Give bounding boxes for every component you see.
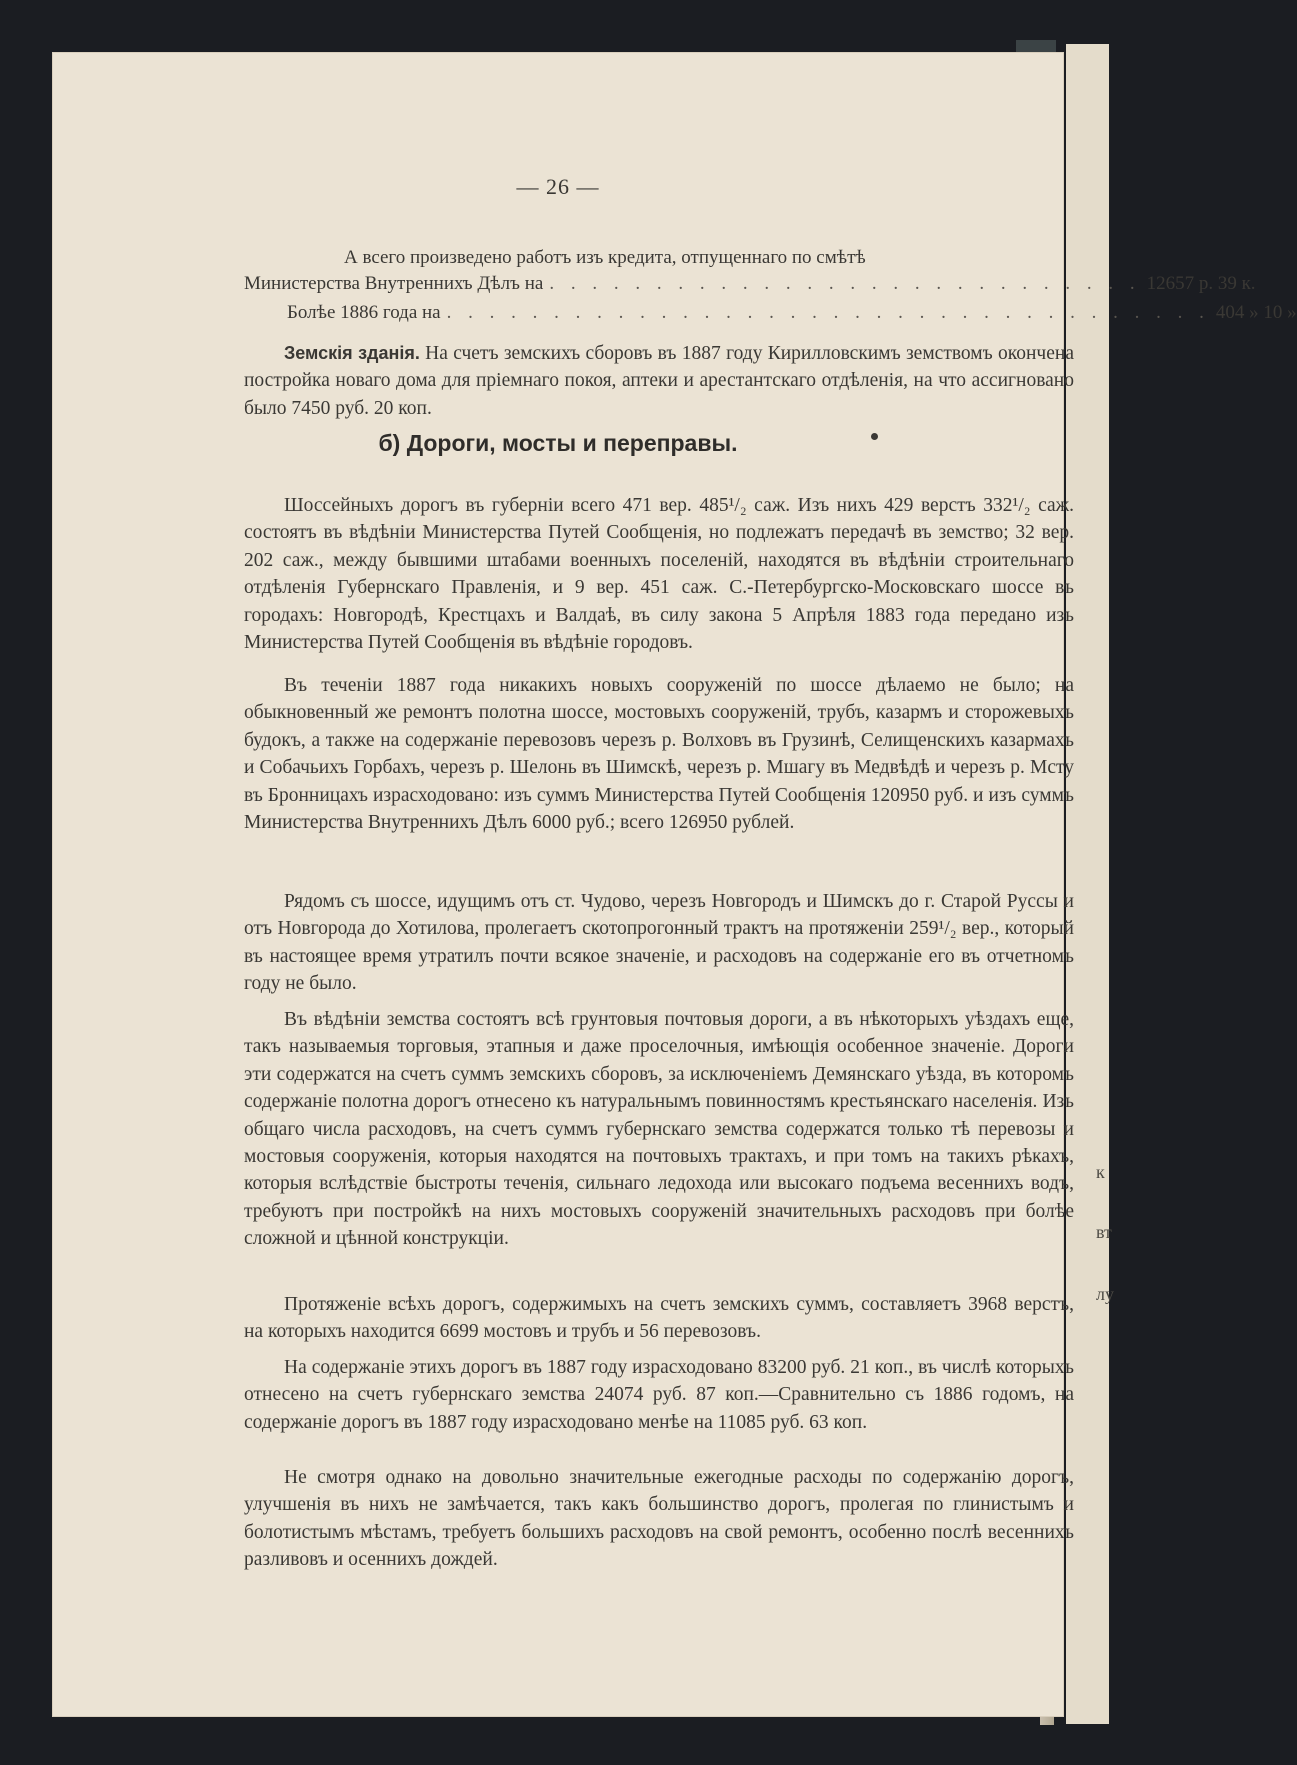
zemstvo-heading: Земскія зданія.	[284, 343, 420, 363]
ledger-label: Министерства Внутреннихъ Дѣлъ на	[244, 273, 544, 294]
paragraph-text: Рядомъ съ шоссе, идущимъ отъ ст. Чудово, черезъ Новгородъ и Шимскъ до г. Старой Руссы и отъ Новгорода до Хотилова, пролегаетъ скотопрогонный трактъ на протяженіи 259¹/₂ вер., который въ настоящее время утратилъ почти всякое значеніе, и расходовъ на содержаніе его въ отчетномъ году не было.	[244, 891, 1074, 995]
page-number: — 26 —	[516, 174, 600, 199]
paragraph	[244, 1464, 1074, 1574]
ledger-line-1886	[287, 299, 1297, 326]
adjacent-fragment: лу	[1096, 1284, 1114, 1304]
ledger-label: Болѣе 1886 года на	[287, 302, 441, 323]
section-title: б) Дороги, мосты и переправы.	[378, 430, 738, 456]
paragraph	[244, 1291, 1074, 1346]
paragraph	[244, 1006, 1074, 1253]
ledger-amount: 404 » 10 »	[1215, 302, 1297, 323]
paragraph-text: Протяженіе всѣхъ дорогъ, содержимыхъ на счетъ земскихъ суммъ, составляетъ 3968 верстъ, на которыхъ находится 6699 мостовъ и трубъ и 56 перевозовъ.	[244, 1294, 1074, 1343]
ledger-dots: . . . . . . . . . . . . . . . . . . . . . . . . . . . . . . . . . . . .	[446, 302, 1210, 323]
paragraph-text: Не смотря однако на довольно значительные ежегодные расходы по содержанію дорогъ, улучшенія въ нихъ не замѣчается, такъ какъ большинство дорогъ, пролегая по глинистымъ и болотистымъ мѣстамъ, требуетъ большихъ расходовъ на свой ремонтъ, особенно послѣ весеннихъ разливовъ и осеннихъ дождей.	[244, 1467, 1074, 1571]
paragraph	[244, 888, 1074, 998]
paragraph	[244, 492, 1074, 656]
paragraph	[244, 1354, 1074, 1436]
ledger-amount: 12657 р. 39 к.	[1146, 273, 1256, 294]
ledger-dots: . . . . . . . . . . . . . . . . . . . . . . . . . . . .	[549, 273, 1141, 294]
paragraph	[244, 672, 1074, 836]
adjacent-fragment: к	[1096, 1162, 1105, 1182]
adjacent-fragment: вт	[1096, 1222, 1112, 1242]
zemstvo-text: На счетъ земскихъ сборовъ въ 1887 году Кирилловскимъ земствомъ окончена постройка новаго дома для пріемнаго покоя, аптеки и арестантскаго отдѣленія, на что ассигновано было 7450 руб. 20 коп.	[244, 343, 1074, 419]
intro-line: А всего произведено работъ изъ кредита, отпущеннаго по смѣтѣ	[344, 247, 866, 268]
paragraph-text: Шоссейныхъ дорогъ въ губерніи всего 471 вер. 485¹/₂ саж. Изъ нихъ 429 верстъ 332¹/₂ саж. состоятъ въ вѣдѣніи Министерства Путей Сообщенія, но подлежатъ передачѣ въ земство; 32 вер. 202 саж., между бывшими штабами военныхъ поселеній, находятся въ вѣдѣніи строительнаго отдѣленія Губернскаго Правленія, и 9 вер. 451 саж. С.-Петербургско-Московскаго шоссе въ городахъ: Новгородѣ, Крестцахъ и Валдаѣ, въ силу закона 5 Апрѣля 1883 года передано изъ Министерства Путей Сообщенія въ вѣдѣніе городовъ.	[244, 495, 1074, 654]
ledger-line-ministry	[244, 270, 1256, 297]
paragraph-text: Въ вѣдѣніи земства состоятъ всѣ грунтовыя почтовыя дороги, а въ нѣкоторыхъ уѣздахъ еще, такъ называемыя торговыя, этапныя и даже проселочныя, имѣющія особенное значеніе. Дороги эти содержатся на счетъ суммъ земскихъ сборовъ, за исключеніемъ Демянскаго уѣзда, въ которомъ содержаніе полотна дорогъ отнесено къ натуральнымъ повинностямъ крестьянскаго населенія. Изъ общаго числа расходовъ, на счетъ суммъ губернскаго земства содержатся только тѣ перевозы и мостовыя сооруженія, которыя находятся на почтовыхъ трактахъ, и при томъ на такихъ рѣкахъ, которыя вслѣдствіе быстроты теченія, сильнаго ледохода или высокаго подъема весеннихъ водъ, требуютъ при постройкѣ на нихъ мостовыхъ сооруженій значительныхъ расходовъ при болѣе сложной и цѣнной конструкціи.	[244, 1009, 1074, 1250]
paragraph-text: На содержаніе этихъ дорогъ въ 1887 году израсходовано 83200 руб. 21 коп., въ числѣ которыхъ отнесено на счетъ губернскаго земства 24074 руб. 87 коп.—Сравнительно съ 1886 годомъ, на содержаніе дорогъ въ 1887 году израсходовано менѣе на 11085 руб. 63 коп.	[244, 1357, 1074, 1433]
zemstvo-buildings-paragraph	[244, 340, 1074, 422]
paragraph-text: Въ теченіи 1887 года никакихъ новыхъ сооруженій по шоссе дѣлаемо не было; на обыкновенный же ремонтъ полотна шоссе, мостовыхъ сооруженій, трубъ, казармъ и сторожевыхъ будокъ, а также на содержаніе перевозовъ черезъ р. Волховъ въ Грузинѣ, Селищенскихъ казармахъ и Собачьихъ Горбахъ, черезъ р. Шелонь въ Шимскѣ, черезъ р. Мшагу въ Медвѣдѣ и черезъ р. Мсту въ Бронницахъ израсходовано: изъ суммъ Министерства Путей Сообщенія 120950 руб. и изъ суммъ Министерства Внутреннихъ Дѣлъ 6000 руб.; всего 126950 рублей.	[244, 675, 1074, 834]
